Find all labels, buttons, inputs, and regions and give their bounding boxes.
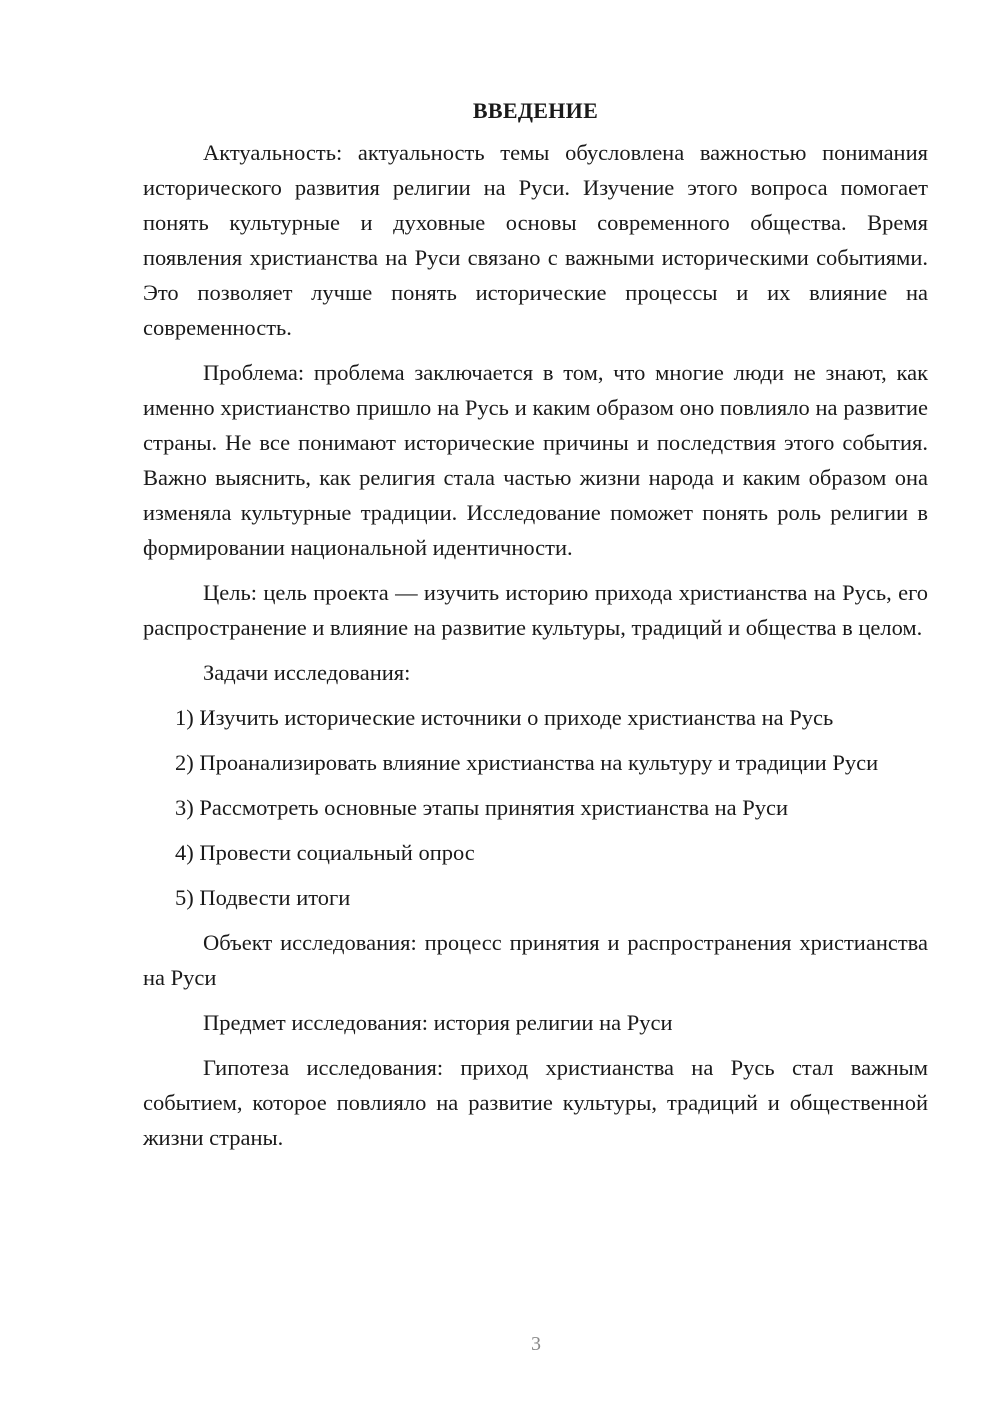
document-body (143, 93, 928, 1165)
goal-paragraph: Цель: цель проекта — изучить историю прихода христианства на Русь, его распространение и влияние на развитие культуры, традиций и общества в целом. (143, 580, 928, 640)
task-item-5: 5) Подвести итоги (175, 885, 351, 910)
problem-paragraph: Проблема: проблема заключается в том, что многие люди не знают, как именно христианство пришло на Русь и каким образом оно повлияло на развитие страны. Не все понимают исторические причины и последствия этого события. Важно выяснить, как религия стала частью жизни народа и каким образом она изменяла культурные традиции. Исследование поможет понять роль религии в формировании национальной идентичности. (143, 360, 928, 560)
subject-paragraph: Предмет исследования: история религии на Руси (203, 1010, 673, 1035)
task-item-4: 4) Провести социальный опрос (175, 840, 475, 865)
task-item-2: 2) Проанализировать влияние христианства на культуру и традиции Руси (175, 750, 879, 775)
tasks-heading: Задачи исследования: (203, 660, 411, 685)
object-paragraph: Объект исследования: процесс принятия и распространения христианства на Руси (143, 930, 928, 990)
relevance-paragraph: Актуальность: актуальность темы обусловлена важностью понимания исторического развития религии на Руси. Изучение этого вопроса помогает понять культурные и духовные основы современного общества. Время появления христианства на Руси связано с важными историческими событиями. Это позволяет лучше понять исторические процессы и их влияние на современность. (143, 140, 928, 340)
page-number: 3 (531, 1333, 541, 1355)
task-item-3: 3) Рассмотреть основные этапы принятия христианства на Руси (175, 795, 789, 820)
hypothesis-paragraph: Гипотеза исследования: приход христианства на Русь стал важным событием, которое повлияло на развитие культуры, традиций и общественной жизни страны. (143, 1055, 928, 1150)
page-title: ВВЕДЕНИЕ (472, 98, 599, 123)
task-item-1: 1) Изучить исторические источники о приходе христианства на Русь (175, 705, 834, 730)
